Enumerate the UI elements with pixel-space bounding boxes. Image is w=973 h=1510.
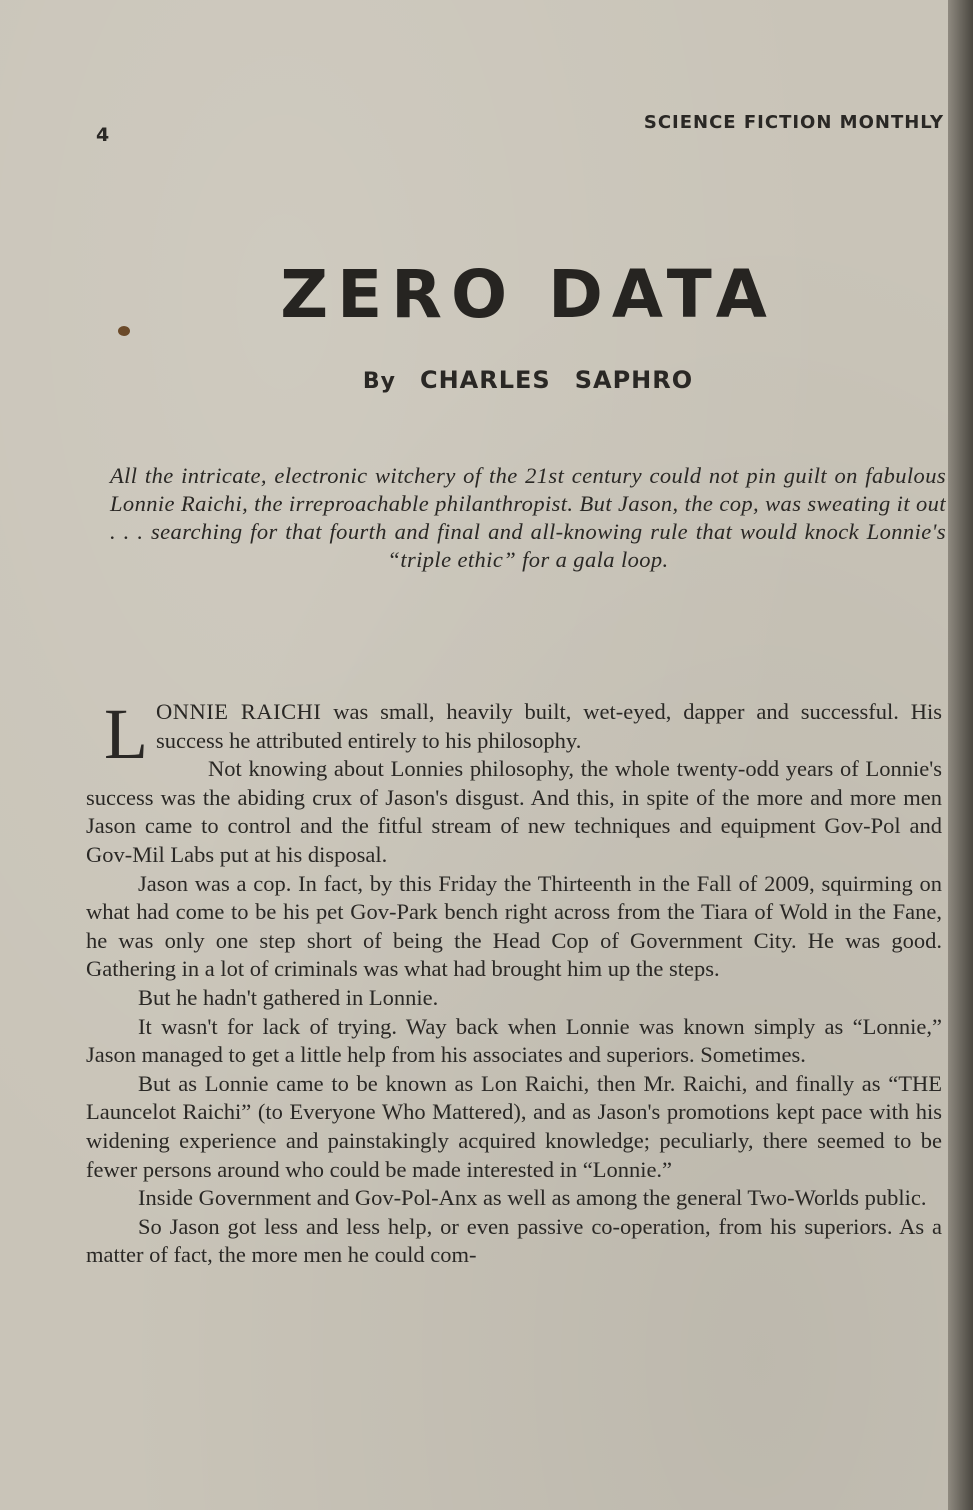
byline-prefix: By — [362, 369, 396, 394]
author-last-name: SAPHRO — [574, 366, 694, 394]
body-paragraph: Jason was a cop. In fact, by this Friday the Thirteenth in the Fall of 2009, squirming on what had come to be his pet Gov-Park bench right across from the Tiara of Wold in the Fane, he was only one step short of being the Head Cop of Government City. He was good. Gathering in a lot of criminals was what had brought him up the steps. — [86, 870, 942, 982]
author-first-name: CHARLES — [419, 366, 551, 394]
lead-smallcaps: ONNIE RAICHI — [155, 699, 322, 724]
story-blurb: All the intricate, electronic witchery of the 21st century could not pin guilt on fabulous Lonnie Raichi, the irreproachable philanthropist. But Jason, the cop, was sweating it out . . . searching for that fourth and final and all-knowing rule that would knock Lonnie's “triple ethic” for a gala loop. — [110, 463, 946, 572]
body-paragraph: So Jason got less and less help, or even passive co-operation, from his superiors. As a matter of fact, the more men he could com- — [86, 1213, 942, 1268]
body-paragraph: But he hadn't gathered in Lonnie. — [138, 984, 439, 1010]
body-paragraph: It wasn't for lack of trying. Way back when Lonnie was known simply as “Lonnie,” Jason managed to get a little help from his associates and superiors. Sometimes. — [86, 1013, 942, 1068]
story-body — [86, 694, 942, 1270]
story-title: ZERO DATA — [280, 256, 776, 333]
body-paragraph: Inside Government and Gov-Pol-Anx as well as among the general Two-Worlds public. — [138, 1185, 927, 1211]
page-number: 4 — [96, 124, 110, 146]
body-paragraph: Not knowing about Lonnies philosophy, the whole twenty-odd years of Lonnie's success was the abiding crux of Jason's disgust. And this, in spite of the more and more men Jason came to control and the fitful stream of new techniques and equipment Gov-Pol and Gov-Mil Labs put at his disposal. — [86, 756, 942, 867]
byline — [0, 366, 973, 394]
running-head: SCIENCE FICTION MONTHLY — [643, 112, 944, 133]
lead-text: was small, heavily built, wet-eyed, dapper and successful. His success he attributed entirely to his philosophy. — [155, 699, 942, 753]
body-paragraph: But as Lonnie came to be known as Lon Raichi, then Mr. Raichi, and finally as “THE Launcelot Raichi” (to Everyone Who Mattered), and as Jason's promotions kept pace with his widening experience and painstakingly acquired knowledge; peculiarly, there seemed to be fewer persons around who could be made interested in “Lonnie.” — [86, 1070, 942, 1182]
drop-cap: L — [104, 694, 148, 774]
lead-paragraph — [86, 694, 942, 774]
book-spine-edge — [948, 0, 973, 1510]
